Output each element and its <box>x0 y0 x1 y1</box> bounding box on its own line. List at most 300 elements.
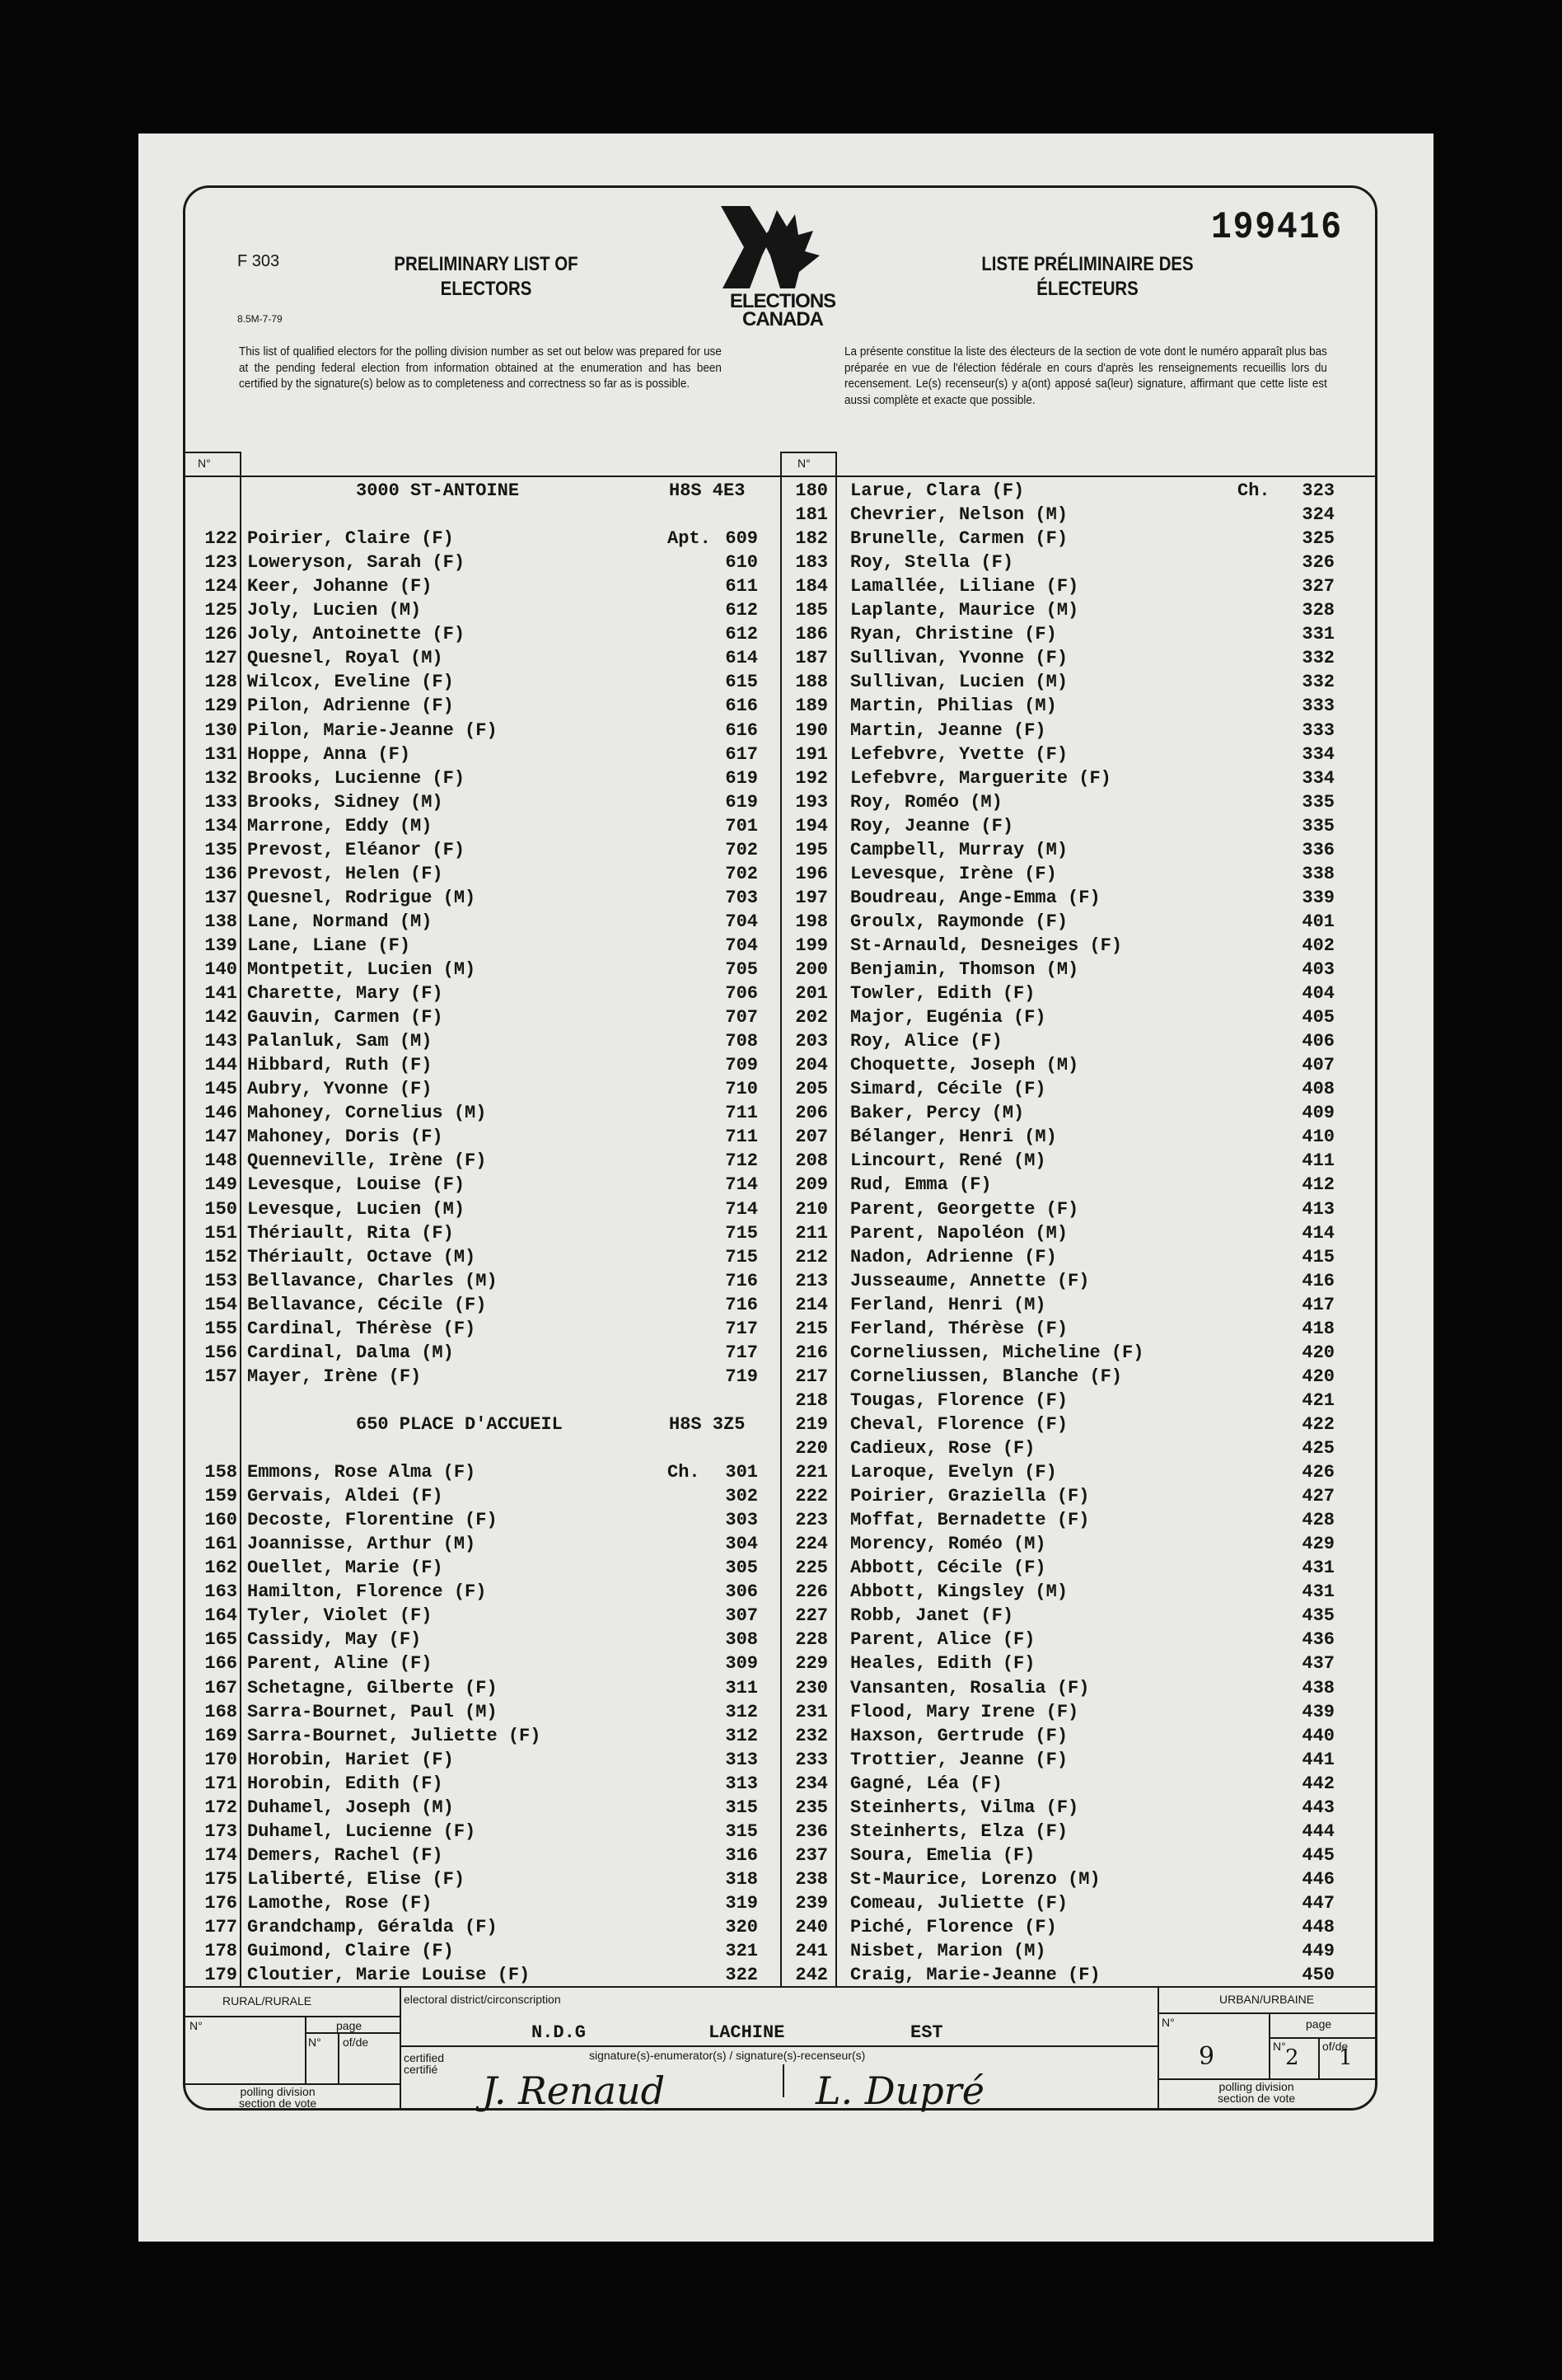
elector-row <box>0 1820 1562 1844</box>
unit-number: 327 <box>1302 576 1335 597</box>
unit-number: 303 <box>725 1510 758 1531</box>
elector-name: Comeau, Juliette (F) <box>850 1892 1069 1914</box>
elector-number: 161 <box>204 1534 237 1555</box>
elector-name: Chevrier, Nelson (M) <box>850 504 1069 526</box>
unit-number: 334 <box>1302 743 1335 765</box>
elector-name: Cadieux, Rose (F) <box>850 1438 1036 1459</box>
unit-number: 333 <box>1302 719 1335 741</box>
elector-name: Nisbet, Marion (M) <box>850 1941 1046 1962</box>
elector-number: 208 <box>795 1150 828 1172</box>
elector-number: 128 <box>204 672 237 693</box>
title-en-line1: PRELIMINARY LIST OF <box>394 253 578 275</box>
elector-number: 162 <box>204 1558 237 1579</box>
unit-number: 312 <box>725 1701 758 1722</box>
elector-row <box>0 694 1562 718</box>
intro-text-fr: La présente constitue la liste des électeurs de la section de vote dont le numéro apparaît plus bas préparée en vue de l'élection fédérale en cours d'après les renseignements recueillis lors du recensement. Le(s) recenseur(s) y a(ont) apposé sa(leur) signature, affirmant que cette liste est aussi complète et exacte que possible. <box>844 345 1327 407</box>
elector-row <box>0 1556 1562 1580</box>
elector-name: Laliberté, Elise (F) <box>247 1868 465 1890</box>
elector-number: 189 <box>795 696 828 717</box>
elector-row <box>0 646 1562 670</box>
elector-row <box>0 527 1562 550</box>
elector-number: 170 <box>204 1749 237 1770</box>
polling-line1: polling division <box>240 2085 316 2098</box>
postal-code: H8S 3Z5 <box>669 1413 746 1435</box>
elector-name: St-Maurice, Lorenzo (M) <box>850 1868 1101 1890</box>
elector-number: 196 <box>795 863 828 884</box>
elector-name: Roy, Jeanne (F) <box>850 815 1014 836</box>
unit-number: 326 <box>1302 552 1335 574</box>
elector-number: 143 <box>204 1031 237 1052</box>
unit-number: 711 <box>725 1127 758 1148</box>
elector-name: Lamallée, Liliane (F) <box>850 576 1079 597</box>
rule <box>183 452 241 453</box>
unit-number: 701 <box>725 815 758 836</box>
elector-number: 133 <box>204 791 237 813</box>
elector-name: Schetagne, Gilberte (F) <box>247 1677 498 1698</box>
title-en-line2: ELECTORS <box>440 278 532 300</box>
elector-number: 198 <box>795 911 828 932</box>
elector-name: Quenneville, Irène (F) <box>247 1150 487 1172</box>
elector-name: Parent, Aline (F) <box>247 1653 433 1675</box>
elector-number: 148 <box>204 1150 237 1172</box>
serial-number: 199416 <box>1211 206 1343 249</box>
elector-row <box>0 1580 1562 1604</box>
intro-text-en: This list of qualified electors for the polling division number as set out below was prepared for use at the pending federal election from information obtained at the enumeration and has been certified by the signature(s) below as to completeness and correctness so far as is possible. <box>239 345 722 391</box>
elector-number: 176 <box>204 1892 237 1914</box>
unit-number: 404 <box>1302 983 1335 1005</box>
elector-number: 224 <box>795 1534 828 1555</box>
logo-x-maple-leaf-icon <box>713 206 853 288</box>
certified-line2: certifié <box>404 2063 438 2076</box>
unit-number: 444 <box>1302 1820 1335 1842</box>
elector-number: 184 <box>795 576 828 597</box>
unit-number: 325 <box>1302 528 1335 550</box>
elector-name: Moffat, Bernadette (F) <box>850 1510 1090 1531</box>
unit-number: 319 <box>725 1892 758 1914</box>
elector-number: 242 <box>795 1965 828 1986</box>
elector-name: Baker, Percy (M) <box>850 1103 1025 1124</box>
elector-number: 141 <box>204 983 237 1005</box>
elector-row <box>0 503 1562 527</box>
unit-number: 705 <box>725 959 758 980</box>
unit-number: 715 <box>725 1246 758 1267</box>
urban-polling-number: 9 <box>1199 2042 1215 2071</box>
urban-page-label: page <box>1306 2017 1332 2031</box>
elector-name: Parent, Georgette (F) <box>850 1198 1079 1220</box>
rural-polling-label <box>239 2086 316 2109</box>
signature-divider <box>783 2064 784 2097</box>
elector-number: 174 <box>204 1844 237 1866</box>
unit-number: 447 <box>1302 1892 1335 1914</box>
elector-number: 209 <box>795 1174 828 1196</box>
elector-name: Levesque, Irène (F) <box>850 863 1057 884</box>
elector-name: Bellavance, Cécile (F) <box>247 1294 487 1315</box>
elector-number: 188 <box>795 672 828 693</box>
unit-number: 335 <box>1302 791 1335 813</box>
elector-name: Haxson, Gertrude (F) <box>850 1725 1069 1746</box>
elector-number: 183 <box>795 552 828 574</box>
unit-number: 407 <box>1302 1055 1335 1076</box>
unit-number: 709 <box>725 1055 758 1076</box>
elector-number: 177 <box>204 1917 237 1937</box>
elector-row <box>0 1125 1562 1149</box>
unit-number: 711 <box>725 1103 758 1124</box>
elector-row <box>0 1005 1562 1029</box>
elector-name: Lamothe, Rose (F) <box>247 1892 433 1914</box>
unit-number: 418 <box>1302 1318 1335 1339</box>
unit-number: 336 <box>1302 839 1335 860</box>
elector-number: 213 <box>795 1270 828 1291</box>
elector-number: 216 <box>795 1342 828 1363</box>
unit-number: 306 <box>725 1581 758 1603</box>
elector-name: Heales, Edith (F) <box>850 1653 1036 1675</box>
elector-name: Robb, Janet (F) <box>850 1605 1014 1627</box>
elector-row <box>0 550 1562 574</box>
elector-number: 159 <box>204 1486 237 1507</box>
unit-number: 616 <box>725 696 758 717</box>
unit-number: 440 <box>1302 1725 1335 1746</box>
unit-number: 328 <box>1302 600 1335 621</box>
elector-row <box>0 1604 1562 1628</box>
elector-name: Lincourt, René (M) <box>850 1150 1046 1172</box>
elector-row <box>0 622 1562 646</box>
elector-row <box>0 814 1562 838</box>
unit-number: 715 <box>725 1222 758 1244</box>
rural-page-no-label: N° <box>308 2036 321 2049</box>
unit-number: 422 <box>1302 1413 1335 1435</box>
elector-row <box>0 1508 1562 1532</box>
elector-number: 149 <box>204 1174 237 1196</box>
elector-number: 190 <box>795 719 828 741</box>
elector-number: 167 <box>204 1677 237 1698</box>
elector-name: Palanluk, Sam (M) <box>247 1031 433 1052</box>
elector-name: Rud, Emma (F) <box>850 1174 992 1196</box>
elector-row <box>0 1460 1562 1484</box>
elector-number: 218 <box>795 1389 828 1411</box>
elector-row <box>0 886 1562 910</box>
elector-row <box>0 958 1562 982</box>
elector-number: 186 <box>795 624 828 645</box>
elector-name: Lefebvre, Marguerite (F) <box>850 767 1111 789</box>
unit-number: 609 <box>725 528 758 550</box>
elector-row <box>0 1077 1562 1101</box>
title-fr-line1: LISTE PRÉLIMINAIRE DES <box>981 253 1194 275</box>
elector-number: 202 <box>795 1007 828 1028</box>
elector-name: Gagné, Léa (F) <box>850 1773 1003 1794</box>
elector-number: 122 <box>204 528 237 550</box>
unit-number: 302 <box>725 1486 758 1507</box>
elector-number: 145 <box>204 1079 237 1100</box>
rule <box>1157 1986 1159 2108</box>
unit-number: 450 <box>1302 1965 1335 1986</box>
elector-name: Corneliussen, Blanche (F) <box>850 1366 1123 1387</box>
unit-number: 710 <box>725 1079 758 1100</box>
rule <box>1157 2012 1376 2014</box>
elector-number: 219 <box>795 1413 828 1435</box>
elector-name: Levesque, Lucien (M) <box>247 1198 465 1220</box>
unit-number: 431 <box>1302 1558 1335 1579</box>
signature-enumerator-1: J. Renaud <box>482 2068 666 2113</box>
elector-name: Bélanger, Henri (M) <box>850 1127 1057 1148</box>
unit-number: 321 <box>725 1941 758 1962</box>
district-part2: LACHINE <box>709 2022 785 2043</box>
elector-row <box>0 1293 1562 1317</box>
unit-number: 414 <box>1302 1222 1335 1244</box>
elector-number: 228 <box>795 1629 828 1651</box>
unit-number: 449 <box>1302 1941 1335 1962</box>
unit-number: 442 <box>1302 1773 1335 1794</box>
elector-name: Brooks, Sidney (M) <box>247 791 443 813</box>
unit-number: 320 <box>725 1917 758 1937</box>
elector-number: 185 <box>795 600 828 621</box>
unit-number: 716 <box>725 1270 758 1291</box>
elector-number: 230 <box>795 1677 828 1698</box>
elector-row <box>0 1197 1562 1221</box>
unit-number: 333 <box>1302 696 1335 717</box>
unit-number: 315 <box>725 1820 758 1842</box>
elector-number: 157 <box>204 1366 237 1387</box>
elector-name: Soura, Emelia (F) <box>850 1844 1036 1866</box>
rule <box>305 2032 400 2034</box>
elector-number: 235 <box>795 1797 828 1818</box>
elector-number: 225 <box>795 1558 828 1579</box>
unit-number: 425 <box>1302 1438 1335 1459</box>
unit-number: 403 <box>1302 959 1335 980</box>
rule <box>400 2045 1157 2047</box>
elector-name: Duhamel, Lucienne (F) <box>247 1820 476 1842</box>
title-fr-line2: ÉLECTEURS <box>1036 278 1139 300</box>
elector-name: Martin, Philias (M) <box>850 696 1057 717</box>
elector-name: Laplante, Maurice (M) <box>850 600 1079 621</box>
elector-number: 236 <box>795 1820 828 1842</box>
unit-number: 716 <box>725 1294 758 1315</box>
elector-name: Morency, Roméo (M) <box>850 1534 1046 1555</box>
elector-name: Jusseaume, Annette (F) <box>850 1270 1090 1291</box>
elector-name: Laroque, Evelyn (F) <box>850 1462 1057 1483</box>
elector-number: 142 <box>204 1007 237 1028</box>
certified-label <box>404 2052 444 2075</box>
postal-code: H8S 4E3 <box>669 480 746 501</box>
elector-number: 171 <box>204 1773 237 1794</box>
elector-row <box>0 1413 1562 1436</box>
street-address: 650 PLACE D'ACCUEIL <box>356 1413 563 1435</box>
elector-name: Quesnel, Rodrigue (M) <box>247 887 476 908</box>
unit-number: 719 <box>725 1366 758 1387</box>
unit-number: 315 <box>725 1797 758 1818</box>
unit-number: 338 <box>1302 863 1335 884</box>
elector-name: Keer, Johanne (F) <box>247 576 433 597</box>
unit-number: 712 <box>725 1150 758 1172</box>
elector-name: Steinherts, Elza (F) <box>850 1820 1069 1842</box>
elector-number: 239 <box>795 1892 828 1914</box>
elector-name: Ferland, Henri (M) <box>850 1294 1046 1315</box>
rule <box>1318 2037 1320 2078</box>
elector-number: 126 <box>204 624 237 645</box>
elector-row <box>0 1651 1562 1675</box>
elector-name: Horobin, Hariet (F) <box>247 1749 454 1770</box>
elector-name: Loweryson, Sarah (F) <box>247 552 465 574</box>
unit-number: 714 <box>725 1198 758 1220</box>
elector-name: Tougas, Florence (F) <box>850 1389 1069 1411</box>
elector-row <box>0 838 1562 862</box>
elector-name: Parent, Alice (F) <box>850 1629 1036 1651</box>
table-header-rule <box>183 476 1376 477</box>
elector-number: 165 <box>204 1629 237 1651</box>
elector-row <box>0 1915 1562 1939</box>
elector-number: 151 <box>204 1222 237 1244</box>
elector-name: Hoppe, Anna (F) <box>247 743 411 765</box>
elector-number: 238 <box>795 1868 828 1890</box>
elector-number: 212 <box>795 1246 828 1267</box>
elector-number: 155 <box>204 1318 237 1339</box>
elector-number: 173 <box>204 1820 237 1842</box>
elector-number: 132 <box>204 767 237 789</box>
elector-number: 158 <box>204 1462 237 1483</box>
elector-name: Sarra-Bournet, Paul (M) <box>247 1701 498 1722</box>
unit-number: 415 <box>1302 1246 1335 1267</box>
unit-number: 612 <box>725 600 758 621</box>
elector-name: Levesque, Louise (F) <box>247 1174 465 1196</box>
elector-name: Quesnel, Royal (M) <box>247 648 443 669</box>
elector-number: 135 <box>204 839 237 860</box>
elector-name: Pilon, Adrienne (F) <box>247 696 454 717</box>
elector-row <box>0 719 1562 743</box>
elector-row <box>0 1484 1562 1508</box>
elector-number: 179 <box>204 1965 237 1986</box>
form-code: F 303 <box>237 252 280 270</box>
unit-number: 714 <box>725 1174 758 1196</box>
unit-number: 410 <box>1302 1127 1335 1148</box>
street-address: 3000 ST-ANTOINE <box>356 480 520 501</box>
unit-number: 316 <box>725 1844 758 1866</box>
unit-number: 401 <box>1302 911 1335 932</box>
unit-number: 405 <box>1302 1007 1335 1028</box>
elector-name: Ferland, Thérèse (F) <box>850 1318 1069 1339</box>
elector-name: Roy, Alice (F) <box>850 1031 1003 1052</box>
elector-row <box>0 1389 1562 1413</box>
rural-page-label: page <box>336 2019 362 2032</box>
elector-number: 199 <box>795 935 828 956</box>
unit-prefix: Ch. <box>667 1462 700 1483</box>
unit-number: 427 <box>1302 1486 1335 1507</box>
title-fr <box>947 252 1228 302</box>
unit-number: 416 <box>1302 1270 1335 1291</box>
elector-row <box>0 1724 1562 1748</box>
elector-number: 154 <box>204 1294 237 1315</box>
unit-number: 616 <box>725 719 758 741</box>
unit-number: 311 <box>725 1677 758 1698</box>
unit-number: 313 <box>725 1773 758 1794</box>
elector-number: 195 <box>795 839 828 860</box>
unit-number: 708 <box>725 1031 758 1052</box>
unit-number: 304 <box>725 1534 758 1555</box>
elector-row <box>0 1365 1562 1389</box>
elector-name: Joannisse, Arthur (M) <box>247 1534 476 1555</box>
rule <box>1269 2012 1270 2078</box>
unit-number: 308 <box>725 1629 758 1651</box>
elector-name: Roy, Stella (F) <box>850 552 1014 574</box>
elector-number: 233 <box>795 1749 828 1770</box>
unit-number: 431 <box>1302 1581 1335 1603</box>
logo-text <box>713 290 853 330</box>
elector-number: 194 <box>795 815 828 836</box>
polling-line2: section de vote <box>1218 2092 1296 2105</box>
elector-name: Joly, Lucien (M) <box>247 600 422 621</box>
elector-name: Larue, Clara (F) <box>850 480 1025 501</box>
elector-number: 192 <box>795 767 828 789</box>
unit-number: 406 <box>1302 1031 1335 1052</box>
elector-row <box>0 479 1562 503</box>
elector-name: Horobin, Edith (F) <box>247 1773 443 1794</box>
elector-name: Emmons, Rose Alma (F) <box>247 1462 476 1483</box>
elector-number: 241 <box>795 1941 828 1962</box>
elector-number: 160 <box>204 1510 237 1531</box>
elector-row <box>0 982 1562 1005</box>
unit-number: 702 <box>725 863 758 884</box>
elector-number: 237 <box>795 1844 828 1866</box>
unit-number: 420 <box>1302 1342 1335 1363</box>
elector-number: 180 <box>795 480 828 501</box>
unit-number: 409 <box>1302 1103 1335 1124</box>
rural-label: RURAL/RURALE <box>222 1994 312 2008</box>
unit-number: 446 <box>1302 1868 1335 1890</box>
elector-number: 211 <box>795 1222 828 1244</box>
unit-number: 309 <box>725 1653 758 1675</box>
polling-line1: polling division <box>1218 2080 1294 2093</box>
elector-number: 168 <box>204 1701 237 1722</box>
unit-number: 445 <box>1302 1844 1335 1866</box>
elector-row <box>0 1173 1562 1197</box>
elector-number: 169 <box>204 1725 237 1746</box>
elector-name: Charette, Mary (F) <box>247 983 443 1005</box>
elections-canada-logo <box>713 206 853 330</box>
elector-name: Lane, Liane (F) <box>247 935 411 956</box>
unit-number: 331 <box>1302 624 1335 645</box>
unit-number: 717 <box>725 1318 758 1339</box>
unit-number: 438 <box>1302 1677 1335 1698</box>
elector-number: 197 <box>795 887 828 908</box>
unit-number: 402 <box>1302 935 1335 956</box>
unit-number: 421 <box>1302 1389 1335 1411</box>
elector-row <box>0 743 1562 766</box>
unit-number: 313 <box>725 1749 758 1770</box>
unit-number: 301 <box>725 1462 758 1483</box>
elector-row <box>0 1963 1562 1987</box>
elector-number: 226 <box>795 1581 828 1603</box>
elector-name: Ryan, Christine (F) <box>850 624 1057 645</box>
elector-row <box>0 1245 1562 1269</box>
elector-name: Benjamin, Thomson (M) <box>850 959 1079 980</box>
unit-number: 706 <box>725 983 758 1005</box>
unit-number: 702 <box>725 839 758 860</box>
elector-number: 206 <box>795 1103 828 1124</box>
rule <box>400 1986 401 2108</box>
elector-name: Trottier, Jeanne (F) <box>850 1749 1069 1770</box>
no-header-right: N° <box>797 457 811 470</box>
elector-row <box>0 1221 1562 1245</box>
elector-name: Thériault, Octave (M) <box>247 1246 476 1267</box>
elector-name: Major, Eugénia (F) <box>850 1007 1046 1028</box>
elector-row <box>0 1149 1562 1173</box>
unit-number: 617 <box>725 743 758 765</box>
elector-number: 156 <box>204 1342 237 1363</box>
unit-number: 412 <box>1302 1174 1335 1196</box>
unit-number: 312 <box>725 1725 758 1746</box>
elector-number: 181 <box>795 504 828 526</box>
unit-number: 439 <box>1302 1701 1335 1722</box>
elector-name: Aubry, Yvonne (F) <box>247 1079 433 1100</box>
elector-name: St-Arnauld, Desneiges (F) <box>850 935 1123 956</box>
